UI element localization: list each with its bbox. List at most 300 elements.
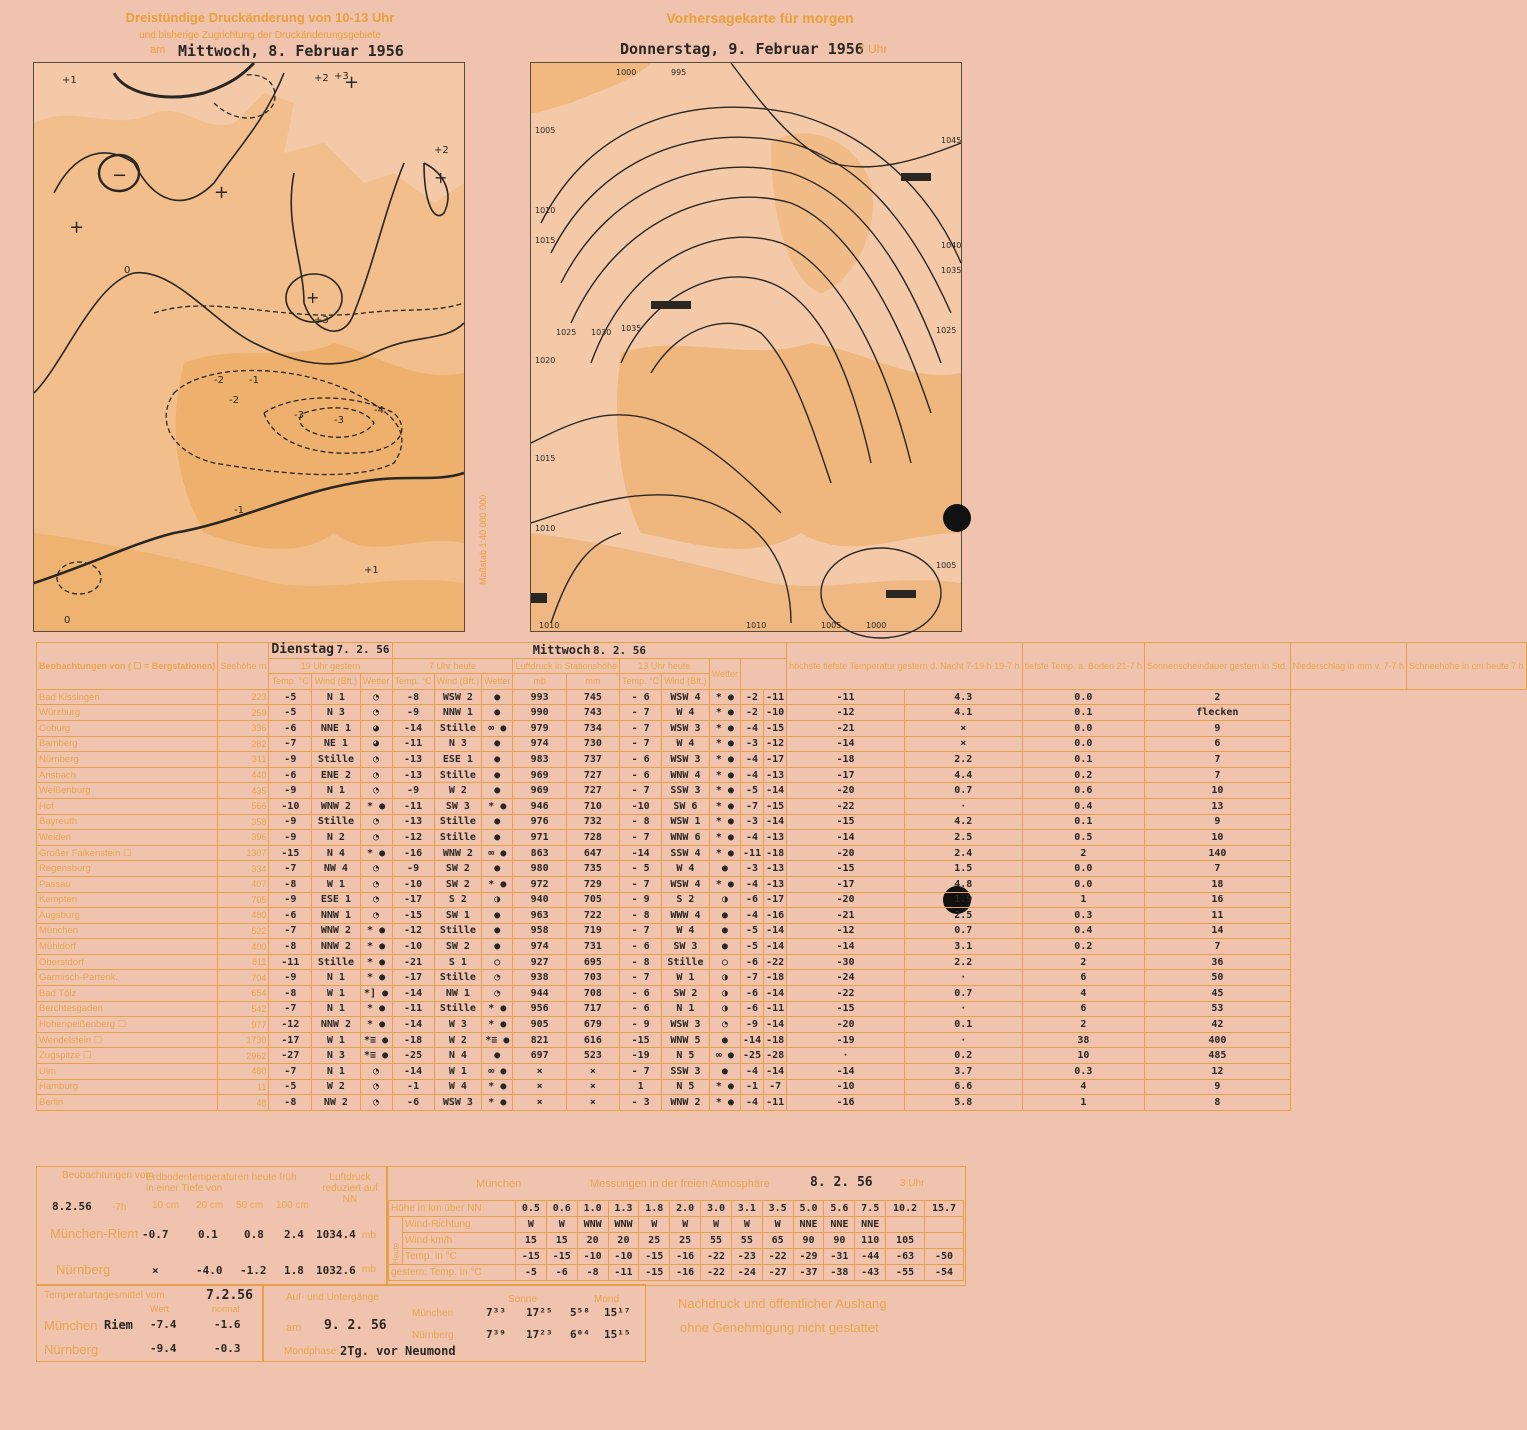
cell-x13: ●	[709, 1064, 740, 1080]
soil-unit: mb	[362, 1230, 376, 1241]
cell-tmin: -11	[764, 1001, 787, 1017]
atmosphere-value: 15	[546, 1233, 577, 1249]
cell-x19: *≡ ●	[360, 1048, 392, 1064]
col-header-snow: Schneehöhe in cm heute 7 h	[1407, 643, 1527, 690]
col-header-7h: 7 Uhr heute	[392, 658, 513, 674]
atmosphere-value: 3.0	[701, 1201, 732, 1217]
cell-p1: ×	[513, 1079, 566, 1095]
isallobar-label: +2	[314, 73, 329, 84]
cell-w19: NNW 2	[312, 1017, 360, 1033]
station-name: Coburg	[37, 720, 218, 736]
cell-tmax: -4	[741, 1064, 764, 1080]
cell-p1: 958	[513, 923, 566, 939]
cell-t13: - 7	[620, 830, 662, 846]
cell-t13: - 9	[620, 1017, 662, 1033]
cell-t13: - 6	[620, 1001, 662, 1017]
soil-value: -0.7	[142, 1228, 169, 1241]
cell-rr: 0.6	[1022, 783, 1144, 799]
cell-tmax: -6	[741, 954, 764, 970]
plus-sign: +	[344, 72, 360, 93]
cell-x19: ◔	[360, 705, 392, 721]
station-height: 435	[218, 783, 269, 799]
cell-tmax: -5	[741, 923, 764, 939]
cell-p2: 734	[566, 720, 619, 736]
station-height: 407	[218, 876, 269, 892]
soil-pressure: 1034.4	[316, 1228, 356, 1241]
cell-t13: - 3	[620, 1095, 662, 1111]
cell-x13: * ●	[709, 830, 740, 846]
cell-sun: 1.5	[904, 861, 1022, 877]
cell-tb: -14	[787, 830, 905, 846]
cell-tb: -15	[787, 1001, 905, 1017]
cell-w13: WSW 3	[662, 720, 710, 736]
cell-p2: 737	[566, 752, 619, 768]
cell-x13: ●	[709, 861, 740, 877]
cell-rr: 0.0	[1022, 720, 1144, 736]
cell-x13: * ●	[709, 845, 740, 861]
soil-value: -1.2	[240, 1264, 267, 1277]
station-name: Würzburg	[37, 705, 218, 721]
cell-t7: -14	[392, 986, 434, 1002]
cell-x19: ◔	[360, 814, 392, 830]
atmosphere-value: W	[639, 1217, 670, 1233]
atmosphere-row	[389, 1233, 964, 1249]
cell-rr: 0.4	[1022, 798, 1144, 814]
soil-depth-20: 20 cm	[196, 1200, 224, 1211]
atmosphere-value: -54	[925, 1265, 964, 1281]
isobar	[551, 137, 951, 313]
cell-tmax: -9	[741, 1017, 764, 1033]
col-header-wind: Wind (Bft.)	[312, 674, 360, 690]
atmosphere-value: -55	[886, 1265, 925, 1281]
atmosphere-value: 25	[670, 1233, 701, 1249]
cell-rr: 0.0	[1022, 876, 1144, 892]
cell-x13: ◑	[709, 970, 740, 986]
cell-t13: - 7	[620, 705, 662, 721]
station-name: Passau	[37, 876, 218, 892]
cell-tmin: -7	[764, 1079, 787, 1095]
station-name: Hof	[37, 798, 218, 814]
plus-sign: +	[69, 217, 85, 238]
atmosphere-value: 20	[608, 1233, 639, 1249]
right-map	[530, 62, 962, 632]
isallobar-label: 0	[124, 265, 131, 276]
cell-w19: Stille	[312, 752, 360, 768]
cell-w7: Stille	[434, 720, 482, 736]
cell-w19: ESE 1	[312, 892, 360, 908]
cell-x19: ◔	[360, 830, 392, 846]
cell-w19: W 1	[312, 986, 360, 1002]
cell-tmin: -11	[764, 1095, 787, 1111]
cell-tmax: -5	[741, 783, 764, 799]
soil-value: 0.1	[198, 1228, 218, 1241]
cell-t7: -21	[392, 954, 434, 970]
cell-t13: - 6	[620, 939, 662, 955]
cell-w19: N 1	[312, 689, 360, 705]
station-name: Ansbach	[37, 767, 218, 783]
atmosphere-title: Messungen in der freien Atmosphäre	[590, 1178, 770, 1190]
col-header-temp: Temp. °C	[392, 674, 434, 690]
right-map-time: 7 Uhr	[858, 42, 888, 56]
moonset: 15¹⁷	[604, 1306, 631, 1319]
cell-x13: ●	[709, 1032, 740, 1048]
cell-w7: WSW 2	[434, 689, 482, 705]
cell-t19: -9	[269, 830, 312, 846]
atmosphere-row	[389, 1249, 964, 1265]
atmosphere-value: 1.8	[639, 1201, 670, 1217]
soil-obs-date: 8.2.56	[52, 1200, 92, 1213]
cell-rr: 1	[1022, 1095, 1144, 1111]
table-row	[37, 1064, 1527, 1080]
cell-p2: 728	[566, 830, 619, 846]
table-row	[37, 1032, 1527, 1048]
isallobar-label: 0	[64, 615, 71, 626]
cell-p2: 731	[566, 939, 619, 955]
cell-tb: -15	[787, 814, 905, 830]
sunrise: 7³⁹	[486, 1328, 506, 1341]
cell-t7: -18	[392, 1032, 434, 1048]
cell-sun: 3.1	[904, 939, 1022, 955]
cell-sun: 2.4	[904, 845, 1022, 861]
cell-x7: * ●	[482, 1079, 513, 1095]
cell-t19: -12	[269, 1017, 312, 1033]
table-row	[37, 798, 1527, 814]
cell-w7: W 4	[434, 1079, 482, 1095]
station-name: Bamberg	[37, 736, 218, 752]
cell-t13: -19	[620, 1048, 662, 1064]
cell-p2: 735	[566, 861, 619, 877]
isobar-label: 1010	[539, 621, 560, 630]
atmosphere-value: 55	[701, 1233, 732, 1249]
cell-x7: ●	[482, 705, 513, 721]
cell-tmin: -14	[764, 923, 787, 939]
cell-p1: 974	[513, 736, 566, 752]
cell-p2: ×	[566, 1079, 619, 1095]
soil-value: 0.8	[244, 1228, 264, 1241]
cell-t19: -5	[269, 689, 312, 705]
atmosphere-value: -5	[516, 1265, 547, 1281]
cell-t19: -27	[269, 1048, 312, 1064]
cell-tmin: -13	[764, 876, 787, 892]
cell-sun: ·	[904, 1032, 1022, 1048]
cell-w7: WNW 2	[434, 845, 482, 861]
cell-w13: WSW 4	[662, 876, 710, 892]
cell-x7: * ●	[482, 1095, 513, 1111]
cell-w13: N 5	[662, 1048, 710, 1064]
atmosphere-value: 1.3	[608, 1201, 639, 1217]
cell-t13: - 7	[620, 736, 662, 752]
cell-t13: - 6	[620, 752, 662, 768]
cell-sn: 485	[1145, 1048, 1291, 1064]
cell-p2: 745	[566, 689, 619, 705]
station-height: 1307	[218, 845, 269, 861]
cell-t7: -17	[392, 970, 434, 986]
cell-x7: *≡ ●	[482, 1032, 513, 1048]
cell-tb: -30	[787, 954, 905, 970]
cell-t13: - 6	[620, 986, 662, 1002]
col-header-sunshine: Sonnenscheindauer gestern in Std.	[1145, 643, 1291, 690]
moonset: 15¹⁵	[604, 1328, 631, 1341]
station-name: Kempten	[37, 892, 218, 908]
cell-tmin: -17	[764, 752, 787, 768]
isobar-label: 1015	[535, 236, 556, 245]
cell-p2: 719	[566, 923, 619, 939]
cell-w13: N 5	[662, 1079, 710, 1095]
cell-w7: SW 3	[434, 798, 482, 814]
cell-x13: ●	[709, 923, 740, 939]
cell-sn: 45	[1145, 986, 1291, 1002]
cell-sn: 36	[1145, 954, 1291, 970]
cell-p2: 703	[566, 970, 619, 986]
cell-x19: ◔	[360, 783, 392, 799]
table-row	[37, 876, 1527, 892]
atmosphere-row	[389, 1217, 964, 1233]
cell-rr: 0.1	[1022, 752, 1144, 768]
col-header-station: Beobachtungen von ( ☐ = Bergstationen)	[37, 643, 218, 690]
cell-p1: ×	[513, 1095, 566, 1111]
cell-t7: -17	[392, 892, 434, 908]
cell-x7: * ●	[482, 1017, 513, 1033]
cell-t7: -13	[392, 767, 434, 783]
soil-pressure: 1032.6	[316, 1264, 356, 1277]
cell-sn: 400	[1145, 1032, 1291, 1048]
table-row	[37, 908, 1527, 924]
atmosphere-value: 20	[577, 1233, 608, 1249]
station-height: 358	[218, 814, 269, 830]
mean-temp-station: Nürnberg	[44, 1342, 99, 1357]
cell-p2: ×	[566, 1095, 619, 1111]
cell-w13: W 4	[662, 861, 710, 877]
col-header-day2	[392, 643, 787, 659]
mean-temp-normal-header: normal	[212, 1304, 240, 1314]
table-row	[37, 830, 1527, 846]
col-header-weather: Wetter	[360, 674, 392, 690]
left-map	[33, 62, 465, 632]
cell-p2: 730	[566, 736, 619, 752]
atmosphere-value: 3.1	[731, 1201, 762, 1217]
cell-sun: 0.7	[904, 923, 1022, 939]
cell-tb: -18	[787, 752, 905, 768]
table-row	[37, 970, 1527, 986]
cell-x13: * ●	[709, 752, 740, 768]
cell-p1: 990	[513, 705, 566, 721]
cell-rr: 1	[1022, 892, 1144, 908]
table-row	[37, 845, 1527, 861]
atmosphere-value: -22	[762, 1249, 793, 1265]
station-name: Berlin	[37, 1095, 218, 1111]
station-height: 977	[218, 1017, 269, 1033]
cell-w19: W 1	[312, 1032, 360, 1048]
col-header-19h: 19 Uhr gestern	[269, 658, 392, 674]
soil-unit: mb	[362, 1264, 376, 1275]
col-header-mb: mb	[513, 674, 566, 690]
left-map-date: Mittwoch, 8. Februar 1956	[178, 42, 404, 60]
cell-sun: ·	[904, 970, 1022, 986]
cell-w19: NNW 2	[312, 939, 360, 955]
station-name: Weiden	[37, 830, 218, 846]
cell-t13: -10	[620, 798, 662, 814]
cell-p2: 727	[566, 783, 619, 799]
isobar-label: 1035	[621, 324, 642, 333]
cell-tb: -17	[787, 767, 905, 783]
cell-w13: SSW 4	[662, 845, 710, 861]
cell-w13: W 1	[662, 970, 710, 986]
cell-t19: -7	[269, 1001, 312, 1017]
table-row	[37, 861, 1527, 877]
station-name: Hamburg	[37, 1079, 218, 1095]
cell-t13: - 6	[620, 689, 662, 705]
cell-tmin: -16	[764, 908, 787, 924]
col-header-height: Seehöhe m	[218, 643, 269, 690]
station-height: 440	[218, 767, 269, 783]
col-header-weather: Wetter	[482, 674, 513, 690]
sun-station: München	[412, 1308, 454, 1319]
cell-w13: S 2	[662, 892, 710, 908]
cell-sn: 16	[1145, 892, 1291, 908]
left-map-drawing	[34, 63, 464, 631]
cell-x7: ∞ ●	[482, 720, 513, 736]
isobar-label: 1005	[936, 561, 957, 570]
station-height: 542	[218, 1001, 269, 1017]
cell-tmax: -1	[741, 1079, 764, 1095]
cell-tmin: -13	[764, 830, 787, 846]
cell-t19: -9	[269, 970, 312, 986]
soil-depth-10: 10 cm	[152, 1200, 180, 1211]
mean-temp-normal: -0.3	[214, 1342, 241, 1355]
cell-w7: Stille	[434, 830, 482, 846]
day1-date: 7. 2. 56	[336, 643, 390, 657]
cell-rr: 2	[1022, 845, 1144, 861]
station-height: 811	[218, 954, 269, 970]
cell-sun: 2.5	[904, 908, 1022, 924]
cell-rr: 0.5	[1022, 830, 1144, 846]
atmosphere-value: NNE	[855, 1217, 886, 1233]
cell-x13: * ●	[709, 689, 740, 705]
cell-p2: 616	[566, 1032, 619, 1048]
soil-station: Nürnberg	[56, 1262, 111, 1277]
front-symbol	[886, 590, 916, 598]
atmosphere-value: 5.0	[793, 1201, 824, 1217]
atmosphere-value: 25	[639, 1233, 670, 1249]
cell-sn: 7	[1145, 752, 1291, 768]
notice-line1: Nachdruck und öffentlicher Aushang	[678, 1296, 887, 1311]
table-row	[37, 1001, 1527, 1017]
cell-t13: - 8	[620, 908, 662, 924]
cell-rr: 6	[1022, 970, 1144, 986]
cell-t19: -6	[269, 908, 312, 924]
cell-p1: 979	[513, 720, 566, 736]
cell-x19: * ●	[360, 1001, 392, 1017]
sun-moon-title: Auf- und Untergänge	[286, 1292, 379, 1303]
station-height: 704	[218, 970, 269, 986]
cell-w19: NE 1	[312, 736, 360, 752]
cell-sn: 9	[1145, 720, 1291, 736]
cell-w7: WSW 3	[434, 1095, 482, 1111]
cell-tb: -21	[787, 720, 905, 736]
atmosphere-value: -15	[516, 1249, 547, 1265]
atmosphere-value: 105	[886, 1233, 925, 1249]
isobar-label: 1045	[941, 136, 962, 145]
isobar-label: 1020	[535, 356, 556, 365]
cell-sn: 7	[1145, 861, 1291, 877]
cell-w19: N 1	[312, 1001, 360, 1017]
cell-p1: 983	[513, 752, 566, 768]
cell-x19: * ●	[360, 1017, 392, 1033]
cell-sn: 12	[1145, 1064, 1291, 1080]
cell-t7: -12	[392, 923, 434, 939]
cell-tmax: -7	[741, 798, 764, 814]
table-row	[37, 939, 1527, 955]
cell-w19: Stille	[312, 814, 360, 830]
cell-t7: -14	[392, 1064, 434, 1080]
atmosphere-value: 2.0	[670, 1201, 701, 1217]
front-symbol	[901, 173, 931, 181]
table-row	[37, 923, 1527, 939]
cell-tmin: -13	[764, 767, 787, 783]
cell-w13: SW 2	[662, 986, 710, 1002]
cell-tb: -14	[787, 1064, 905, 1080]
cell-w7: ESE 1	[434, 752, 482, 768]
atmosphere-value: 90	[793, 1233, 824, 1249]
cell-w19: W 1	[312, 876, 360, 892]
cell-p1: ×	[513, 1064, 566, 1080]
cell-tb: ·	[787, 1048, 905, 1064]
cell-x13: * ●	[709, 1079, 740, 1095]
cell-tb: -20	[787, 845, 905, 861]
cell-t13: - 8	[620, 954, 662, 970]
cell-t19: -11	[269, 954, 312, 970]
cell-x7: ◔	[482, 970, 513, 986]
atmosphere-value: 3.5	[762, 1201, 793, 1217]
cell-tmin: -14	[764, 1064, 787, 1080]
cell-x7: ●	[482, 783, 513, 799]
soil-value: 1.8	[284, 1264, 304, 1277]
cell-w7: N 4	[434, 1048, 482, 1064]
cell-sn: 14	[1145, 923, 1291, 939]
cell-t19: -9	[269, 752, 312, 768]
cell-w19: ENE 2	[312, 767, 360, 783]
station-name: Regensburg	[37, 861, 218, 877]
isallobar-label: +1	[364, 565, 379, 576]
cell-x7: ∞ ●	[482, 845, 513, 861]
cell-t19: -6	[269, 720, 312, 736]
cell-sun: 2.2	[904, 752, 1022, 768]
cell-x19: ◔	[360, 1095, 392, 1111]
plus-sign: +	[214, 182, 230, 203]
isobar-label: 1000	[616, 68, 637, 77]
cell-w13: Stille	[662, 954, 710, 970]
cell-tmax: -4	[741, 876, 764, 892]
station-name: Ulm	[37, 1064, 218, 1080]
cell-tmax: -6	[741, 1001, 764, 1017]
cell-t13: - 7	[620, 970, 662, 986]
atmosphere-value: 1.0	[577, 1201, 608, 1217]
table-row	[37, 1095, 1527, 1111]
mean-temp-date: 7.2.56	[206, 1288, 253, 1303]
cell-sun: 2.5	[904, 830, 1022, 846]
cell-t19: -7	[269, 923, 312, 939]
cell-sn: 9	[1145, 1079, 1291, 1095]
isobar-label: 1005	[535, 126, 556, 135]
cell-x13: ◑	[709, 986, 740, 1002]
cell-sun: 3.7	[904, 1064, 1022, 1080]
cell-x19: * ●	[360, 970, 392, 986]
cell-p1: 946	[513, 798, 566, 814]
station-height: 2962	[218, 1048, 269, 1064]
cell-rr: 0.3	[1022, 1064, 1144, 1080]
cell-tmax: -2	[741, 689, 764, 705]
soil-depth-100: 100 cm	[276, 1200, 309, 1211]
